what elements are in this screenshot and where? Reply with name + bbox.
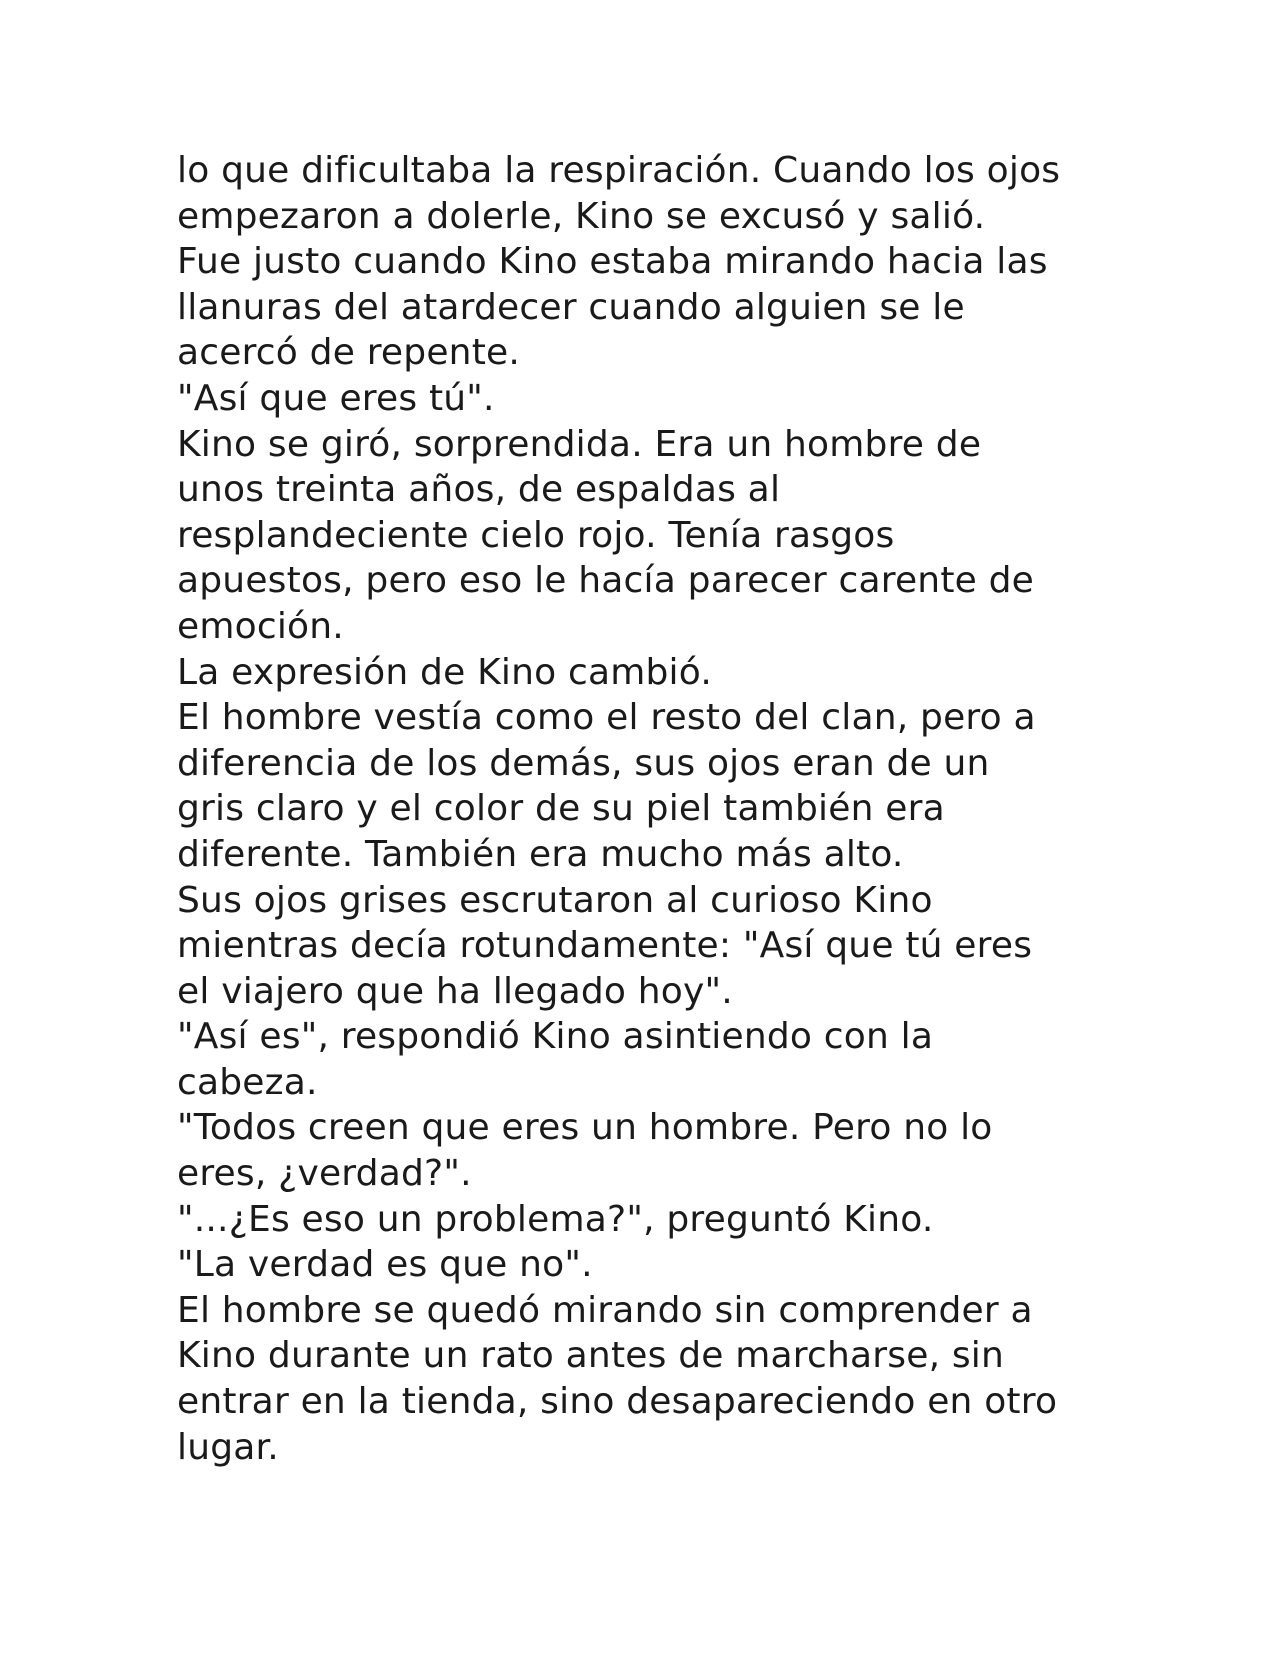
text-line: Kino se giró, sorprendida. Era un hombre de <box>177 423 982 465</box>
text-line: acercó de repente. <box>177 332 520 374</box>
text-line: empezaron a dolerle, Kino se excusó y salió. <box>177 195 986 237</box>
text-line: "La verdad es que no". <box>177 1244 593 1286</box>
text-line: cabeza. <box>177 1061 318 1103</box>
text-line: apuestos, pero eso le hacía parecer carente de <box>177 560 1035 602</box>
body-text <box>177 148 1127 1470</box>
text-line: el viajero que ha llegado hoy". <box>177 970 733 1012</box>
text-line: lo que dificultaba la respiración. Cuando los ojos <box>177 150 1061 191</box>
text-line: emoción. <box>177 605 344 647</box>
text-line: resplandeciente cielo rojo. Tenía rasgos <box>177 514 895 556</box>
text-line: Fue justo cuando Kino estaba mirando hacia las <box>177 241 1048 283</box>
text-line: "...¿Es eso un problema?", preguntó Kino. <box>177 1198 934 1240</box>
text-line: llanuras del atardecer cuando alguien se le <box>177 286 965 328</box>
text-line: "Así que eres tú". <box>177 377 495 419</box>
text-line: "Así es", respondió Kino asintiendo con la <box>177 1016 934 1058</box>
text-line: "Todos creen que eres un hombre. Pero no lo <box>177 1107 993 1149</box>
text-line: El hombre se quedó mirando sin comprender a <box>177 1289 1033 1331</box>
text-line: unos treinta años, de espaldas al <box>177 469 781 511</box>
text-line: entrar en la tienda, sino desapareciendo en otro <box>177 1381 1058 1423</box>
text-line: mientras decía rotundamente: "Así que tú eres <box>177 925 1033 967</box>
text-line: El hombre vestía como el resto del clan, pero a <box>177 697 1036 739</box>
text-line: La expresión de Kino cambió. <box>177 651 712 693</box>
text-line: diferente. También era mucho más alto. <box>177 833 904 875</box>
text-line: lugar. <box>177 1426 279 1468</box>
text-line: eres, ¿verdad?". <box>177 1153 472 1195</box>
text-line: Sus ojos grises escrutaron al curioso Kino <box>177 879 933 921</box>
text-line: diferencia de los demás, sus ojos eran de un <box>177 742 990 784</box>
text-line: Kino durante un rato antes de marcharse, sin <box>177 1335 1005 1377</box>
text-line: gris claro y el color de su piel también era <box>177 788 945 830</box>
